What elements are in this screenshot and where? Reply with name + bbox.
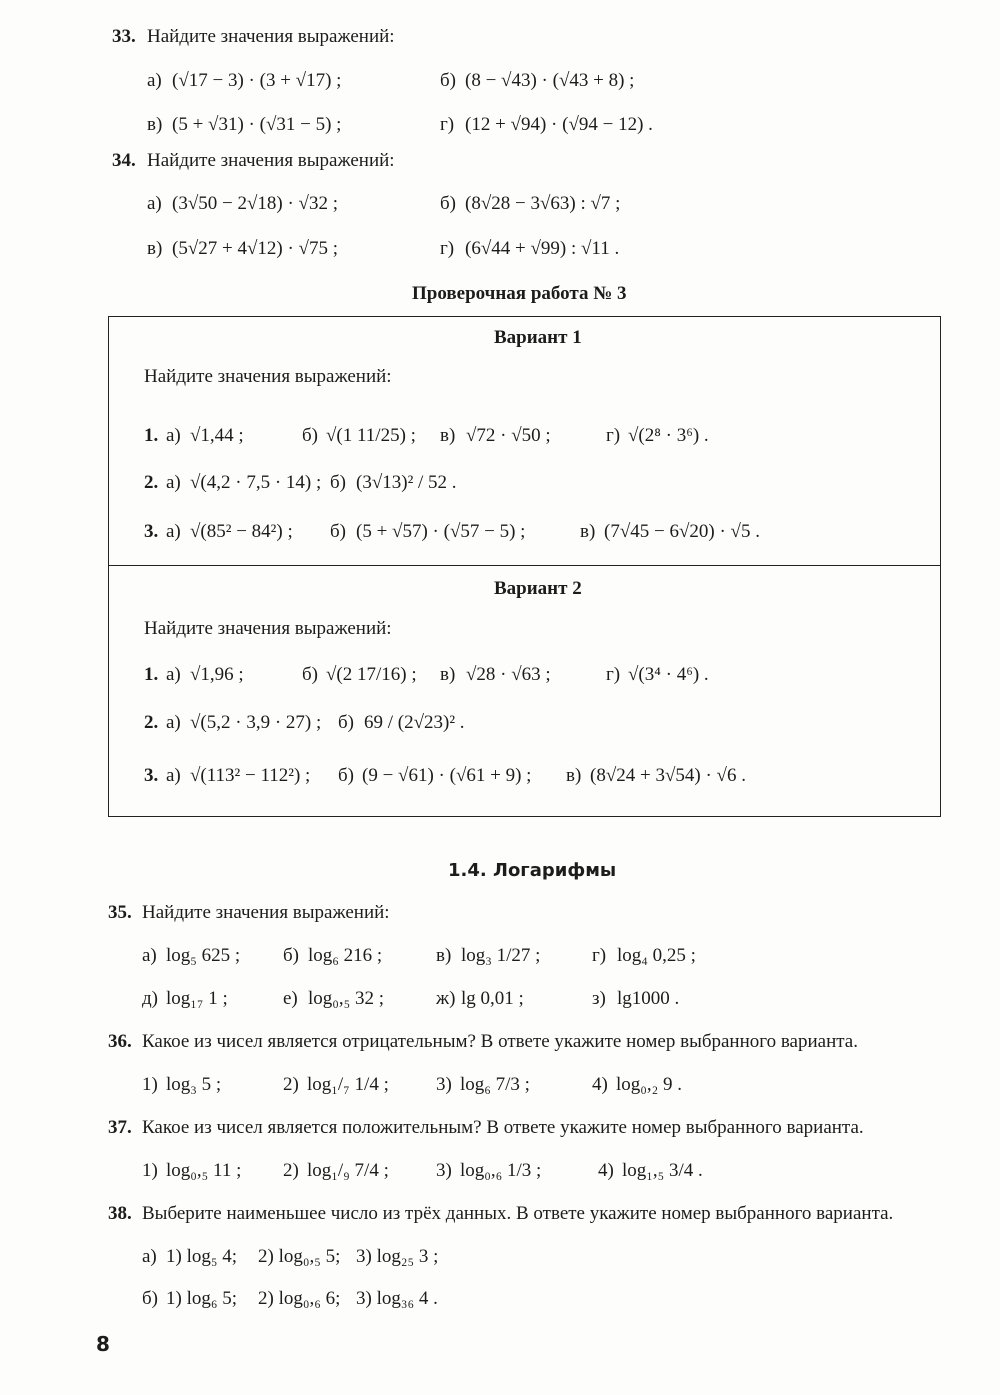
problem-35-text: Найдите значения выражений: [142, 902, 390, 923]
p33-c-label: в) [147, 114, 163, 135]
p38-b-3: 3) log₃₆ 4 . [356, 1288, 438, 1309]
variant-1-title: Вариант 1 [494, 327, 582, 348]
p35-g-expr: lg 0,01 ; [461, 988, 524, 1009]
p37-4-label: 4) [598, 1160, 614, 1181]
variant-2-title: Вариант 2 [494, 578, 582, 599]
v1-3b-label: б) [330, 521, 346, 542]
p34-a-expr: (3√50 − 2√18) · √32 ; [172, 193, 339, 214]
p35-e-label: д) [142, 988, 158, 1009]
problem-34-number: 34. [112, 150, 136, 171]
p33-d-expr: (12 + √94) · (√94 − 12) . [465, 114, 653, 135]
v2-1d-expr: √(3⁴ · 4⁶) . [628, 664, 709, 685]
problem-38-number: 38. [108, 1203, 132, 1224]
p35-d-label: г) [592, 945, 607, 966]
v1-1d-expr: √(2⁸ · 3⁶) . [628, 425, 709, 446]
problem-37-text: Какое из чисел является положительным? В ответе укажите номер выбранного варианта. [142, 1117, 864, 1138]
v2-row3-num: 3. [144, 765, 159, 786]
problem-34-text: Найдите значения выражений: [147, 150, 395, 171]
p35-b-expr: log₆ 216 ; [308, 945, 383, 966]
problem-37-number: 37. [108, 1117, 132, 1138]
p34-c-expr: (5√27 + 4√12) · √75 ; [172, 238, 339, 259]
p38-b-2: 2) log₀,₆ 6; [258, 1288, 341, 1309]
p34-a-label: а) [147, 193, 162, 214]
v1-3a-label: а) [166, 521, 181, 542]
v2-1b-expr: √(2 17/16) ; [326, 664, 417, 685]
p33-d-label: г) [440, 114, 455, 135]
v2-3b-label: б) [338, 765, 354, 786]
v1-1c-expr: √72 · √50 ; [466, 425, 551, 446]
p38-a-3: 3) log₂₅ 3 ; [356, 1246, 439, 1267]
test-title: Проверочная работа № 3 [412, 283, 627, 304]
v1-row1-num: 1. [144, 425, 159, 446]
problem-33-number: 33. [112, 26, 136, 47]
problem-36-number: 36. [108, 1031, 132, 1052]
v2-1c-expr: √28 · √63 ; [466, 664, 551, 685]
v2-1b-label: б) [302, 664, 318, 685]
p33-b-label: б) [440, 70, 456, 91]
v1-1a-label: а) [166, 425, 181, 446]
p34-d-label: г) [440, 238, 455, 259]
p36-3-label: 3) [436, 1074, 452, 1095]
page-number: 8 [96, 1332, 110, 1356]
p38-b-label: б) [142, 1288, 158, 1309]
v1-2a-expr: √(4,2 · 7,5 · 14) ; [190, 472, 322, 493]
v2-row2-num: 2. [144, 712, 159, 733]
p38-a-label: а) [142, 1246, 157, 1267]
v2-1a-expr: √1,96 ; [190, 664, 244, 685]
v1-1d-label: г) [606, 425, 621, 446]
v2-3a-label: а) [166, 765, 181, 786]
v1-3a-expr: √(85² − 84²) ; [190, 521, 293, 542]
p36-1-expr: log₃ 5 ; [166, 1074, 222, 1095]
v2-1d-label: г) [606, 664, 621, 685]
section-title: 1.4. Логарифмы [448, 860, 617, 881]
p35-c-expr: log₃ 1/27 ; [461, 945, 541, 966]
p37-3-label: 3) [436, 1160, 452, 1181]
p33-b-expr: (8 − √43) · (√43 + 8) ; [465, 70, 635, 91]
v1-1b-label: б) [302, 425, 318, 446]
p37-2-expr: log₁/₉ 7/4 ; [307, 1160, 389, 1181]
p37-4-expr: log₁,₅ 3/4 . [622, 1160, 703, 1181]
v1-3c-label: в) [580, 521, 596, 542]
p38-a-1: 1) log₅ 4; [166, 1246, 238, 1267]
v2-2b-expr: 69 / (2√23)² . [364, 712, 465, 733]
p35-e-expr: log₁₇ 1 ; [166, 988, 228, 1009]
v1-row3-num: 3. [144, 521, 159, 542]
v2-2b-label: б) [338, 712, 354, 733]
p36-4-expr: log₀,₂ 9 . [616, 1074, 683, 1095]
p34-c-label: в) [147, 238, 163, 259]
p34-b-expr: (8√28 − 3√63) : √7 ; [465, 193, 621, 214]
problem-36-text: Какое из чисел является отрицательным? В ответе укажите номер выбранного варианта. [142, 1031, 858, 1052]
problem-33-text: Найдите значения выражений: [147, 26, 395, 47]
v1-row2-num: 2. [144, 472, 159, 493]
p35-h-label: з) [592, 988, 606, 1009]
v2-3c-expr: (8√24 + 3√54) · √6 . [590, 765, 746, 786]
v1-1b-expr: √(1 11/25) ; [326, 425, 416, 446]
p36-4-label: 4) [592, 1074, 608, 1095]
p33-a-label: а) [147, 70, 162, 91]
problem-38-text: Выберите наименьшее число из трёх данных. В ответе укажите номер выбранного варианта. [142, 1203, 894, 1224]
p35-a-label: а) [142, 945, 157, 966]
p35-f-expr: log₀,₅ 32 ; [308, 988, 385, 1009]
p37-3-expr: log₀,₆ 1/3 ; [460, 1160, 542, 1181]
v1-1a-expr: √1,44 ; [190, 425, 244, 446]
p36-3-expr: log₆ 7/3 ; [460, 1074, 530, 1095]
p36-2-label: 2) [283, 1074, 299, 1095]
p35-d-expr: log₄ 0,25 ; [617, 945, 696, 966]
v2-row1-num: 1. [144, 664, 159, 685]
v2-2a-label: а) [166, 712, 181, 733]
p35-g-label: ж) [436, 988, 456, 1009]
p35-f-label: е) [283, 988, 298, 1009]
v1-3b-expr: (5 + √57) · (√57 − 5) ; [356, 521, 526, 542]
v1-1c-label: в) [440, 425, 456, 446]
v1-3c-expr: (7√45 − 6√20) · √5 . [604, 521, 760, 542]
v2-3b-expr: (9 − √61) · (√61 + 9) ; [362, 765, 532, 786]
p36-1-label: 1) [142, 1074, 158, 1095]
p35-h-expr: lg1000 . [617, 988, 680, 1009]
p34-b-label: б) [440, 193, 456, 214]
variant-2-instruction: Найдите значения выражений: [144, 618, 392, 639]
p33-c-expr: (5 + √31) · (√31 − 5) ; [172, 114, 342, 135]
problem-35-number: 35. [108, 902, 132, 923]
v2-3a-expr: √(113² − 112²) ; [190, 765, 311, 786]
p38-a-2: 2) log₀,₅ 5; [258, 1246, 341, 1267]
v1-2a-label: а) [166, 472, 181, 493]
v2-1c-label: в) [440, 664, 456, 685]
p37-1-expr: log₀,₅ 11 ; [166, 1160, 242, 1181]
p34-d-expr: (6√44 + √99) : √11 . [465, 238, 620, 259]
p36-2-expr: log₁/₇ 1/4 ; [307, 1074, 389, 1095]
v2-2a-expr: √(5,2 · 3,9 · 27) ; [190, 712, 322, 733]
p35-c-label: в) [436, 945, 452, 966]
p35-a-expr: log₅ 625 ; [166, 945, 241, 966]
p35-b-label: б) [283, 945, 299, 966]
v1-2b-label: б) [330, 472, 346, 493]
variant-1-instruction: Найдите значения выражений: [144, 366, 392, 387]
p38-b-1: 1) log₆ 5; [166, 1288, 238, 1309]
v2-3c-label: в) [566, 765, 582, 786]
p33-a-expr: (√17 − 3) · (3 + √17) ; [172, 70, 342, 91]
p37-2-label: 2) [283, 1160, 299, 1181]
p37-1-label: 1) [142, 1160, 158, 1181]
v2-1a-label: а) [166, 664, 181, 685]
v1-2b-expr: (3√13)² / 52 . [356, 472, 457, 493]
